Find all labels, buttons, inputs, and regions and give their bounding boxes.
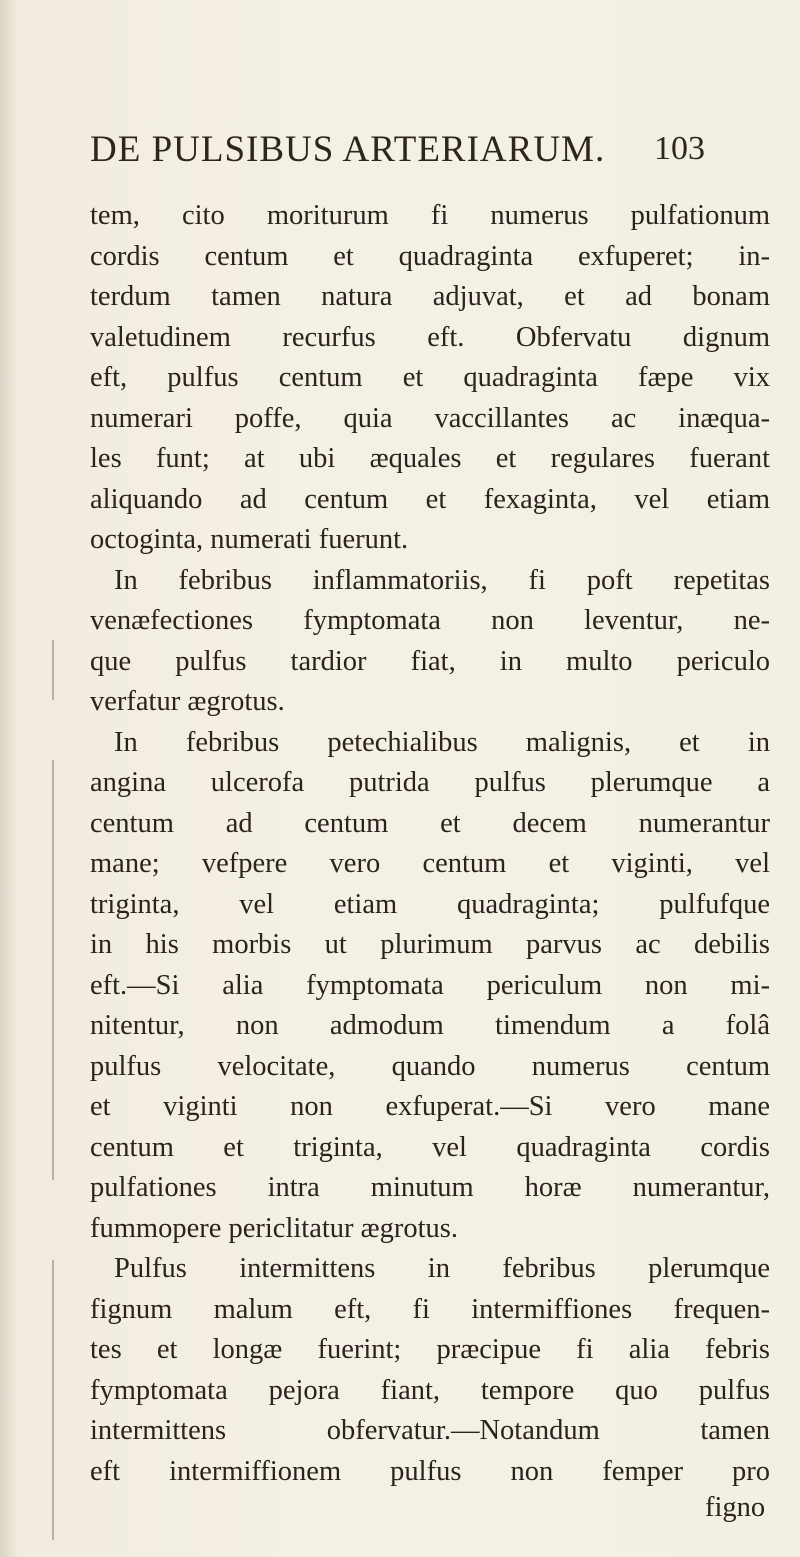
page-number: 103 — [654, 130, 705, 167]
body-text — [90, 196, 770, 1492]
text-line: fymptomata pejora fiant, tempore quo pulfus — [90, 1374, 770, 1406]
text-line: eft intermiffionem pulfus non femper pro — [90, 1455, 770, 1487]
running-title: DE PULSIBUS ARTERIARUM. — [90, 129, 606, 170]
text-line: valetudinem recurfus eft. Obfervatu dignum — [90, 321, 770, 353]
catchword: figno — [705, 1492, 766, 1523]
text-line: fignum malum eft, fi intermiffiones frequen- — [90, 1293, 770, 1325]
text-line: pulfus velocitate, quando numerus centum — [90, 1050, 770, 1082]
text-line: octoginta, numerati fuerunt. — [90, 524, 409, 555]
text-line: numerari poffe, quia vaccillantes ac inæqua- — [90, 402, 770, 434]
spine-shadow — [0, 0, 18, 1557]
margin-mark — [52, 760, 54, 1180]
text-line: verfatur ægrotus. — [90, 686, 285, 717]
page-header — [0, 128, 800, 188]
paragraph-start: In febribus inflammatoriis, fi poft repetitas — [114, 564, 770, 596]
margin-mark — [52, 640, 54, 700]
paragraph-start: Pulfus intermittens in febribus plerumque — [114, 1253, 770, 1284]
paragraph-start: In febribus petechialibus malignis, et in — [114, 726, 770, 758]
text-line: tem, cito moriturum fi numerus pulfationum — [90, 200, 770, 231]
text-line: et viginti non exfuperat.—Si vero mane — [90, 1091, 770, 1122]
text-line: fummopere periclitatur ægrotus. — [90, 1212, 459, 1244]
text-line: eft.—Si alia fymptomata periculum non mi- — [90, 969, 770, 1001]
text-line: in his morbis ut plurimum parvus ac debilis — [90, 929, 770, 960]
text-line: terdum tamen natura adjuvat, et ad bonam — [90, 281, 770, 312]
text-line: tes et longæ fuerint; præcipue fi alia febris — [90, 1334, 770, 1365]
text-line: triginta, vel etiam quadraginta; pulfufque — [90, 888, 770, 920]
text-line: les funt; at ubi æquales et regulares fuerant — [90, 443, 770, 474]
text-line: mane; vefpere vero centum et viginti, vel — [90, 848, 770, 879]
text-line: que pulfus tardior fiat, in multo periculo — [90, 645, 770, 677]
text-line: cordis centum et quadraginta exfuperet; in- — [90, 240, 770, 272]
text-line: intermittens obfervatur.—Notandum tamen — [90, 1415, 770, 1446]
text-line: nitentur, non admodum timendum a folâ — [90, 1010, 770, 1041]
text-line: aliquando ad centum et fexaginta, vel etiam — [90, 483, 770, 515]
text-line: centum ad centum et decem numerantur — [90, 807, 770, 839]
text-line: angina ulcerofa putrida pulfus plerumque a — [90, 767, 770, 798]
text-line: eft, pulfus centum et quadraginta fæpe vix — [90, 362, 770, 393]
text-line: venæfectiones fymptomata non leventur, ne- — [90, 605, 770, 636]
text-line: centum et triginta, vel quadraginta cordis — [90, 1131, 770, 1163]
margin-mark — [52, 1260, 54, 1540]
text-line: pulfationes intra minutum horæ numerantur, — [90, 1172, 770, 1203]
